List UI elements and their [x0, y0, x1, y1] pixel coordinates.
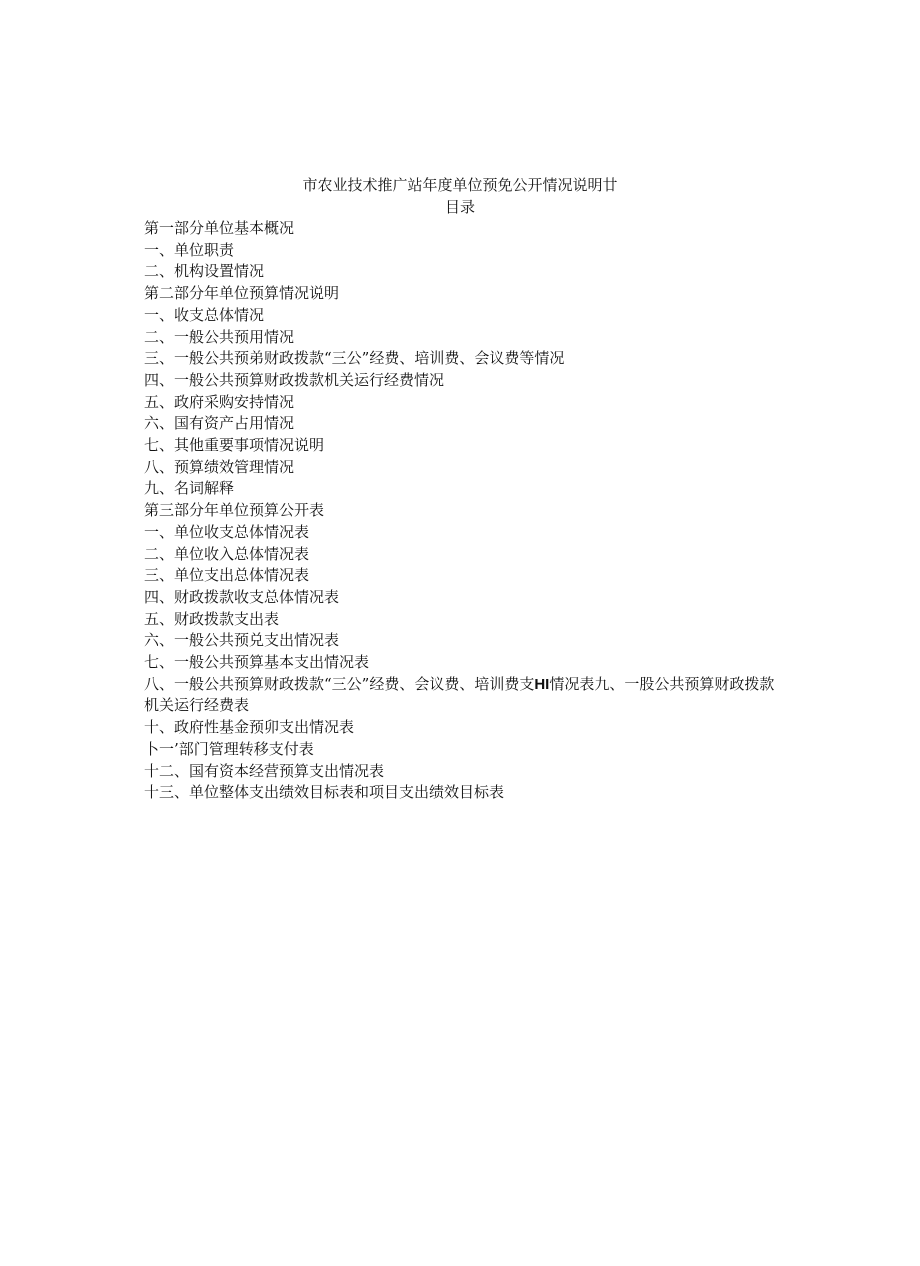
toc-item: 二、一般公共预用情况 [144, 327, 295, 346]
toc-item: 一、收支总体情况 [144, 305, 265, 324]
toc-item: 九、名词解释 [144, 479, 235, 498]
toc-item: 三、一般公共预弟财政拨款“三公”经费、培训费、会议费等情况 [144, 349, 565, 368]
toc-item: 六、国有资产占用情况 [144, 414, 295, 433]
toc-item: 七、一般公共预算基本支出情况表 [144, 653, 370, 672]
toc-item-bold-text: HI [534, 675, 550, 693]
toc-part-3: 第三部分年单位预算公开表 [144, 501, 325, 520]
toc-item: 十、政府性基金预卯支出情况表 [144, 718, 355, 737]
toc-item: 六、一般公共预兑支出情况表 [144, 631, 340, 650]
toc-item: 三、单位支出总体情况表 [144, 566, 310, 585]
toc-item-wrapped [144, 674, 784, 717]
toc-item: 四、一般公共预算财政拨款机关运行经费情况 [144, 370, 445, 389]
toc-item: 五、政府采购安持情况 [144, 392, 295, 411]
toc-part-1: 第一部分单位基本概况 [144, 219, 295, 237]
toc-item: 二、机构设置情况 [144, 262, 265, 281]
toc-item: 十二、国有资本经营预算支出情况表 [144, 761, 385, 780]
toc-item: 一、单位收支总体情况表 [144, 522, 310, 541]
toc-part-2: 第二部分年单位预算情况说明 [144, 284, 340, 303]
document-title: 市农业技术推广站年度单位预免公开情况说明廿 [302, 176, 618, 194]
toc-item: 卜一’部门管理转移支付表 [144, 739, 314, 758]
toc-item-text: 八、一般公共预算财政拨款“三公”经费、会议费、培训费支 [144, 674, 535, 693]
toc-item-text: 情况表九、一股公共预算财政拨款机关运行经费表 [144, 674, 775, 715]
toc-item: 二、单位收入总体情况表 [144, 544, 310, 563]
toc-item: 一、单位职责 [144, 240, 235, 259]
table-of-contents [144, 218, 784, 804]
toc-item: 八、预算绩效管理情况 [144, 457, 295, 476]
toc-item: 五、财政拨款支出表 [144, 609, 280, 628]
toc-item: 七、其他重要事项情况说明 [144, 436, 325, 455]
toc-item: 十三、单位整体支出绩效目标表和项目支出绩效目标表 [144, 783, 505, 802]
toc-heading: 目录 [444, 198, 475, 216]
toc-item: 四、财政拨款收支总体情况表 [144, 587, 340, 606]
